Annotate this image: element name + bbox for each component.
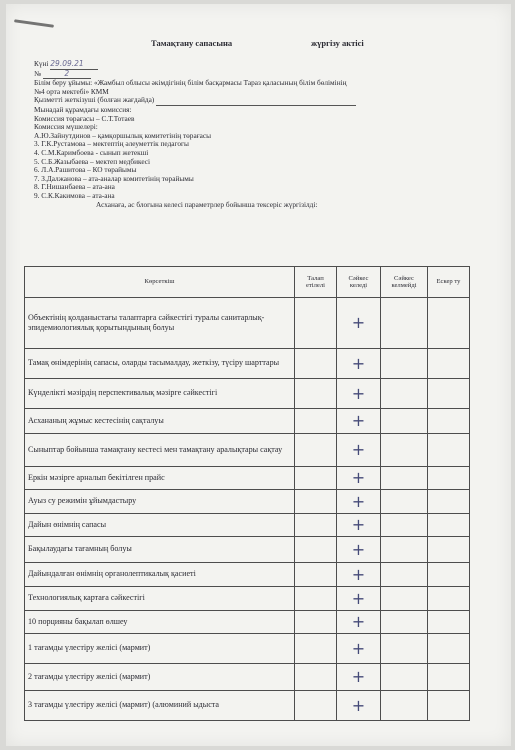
required-cell (295, 611, 337, 634)
criterion-cell: 10 порцияны бақылап өлшеу (25, 611, 295, 634)
provider-blank (156, 96, 356, 106)
noncompliant-cell (381, 467, 428, 490)
table-row (25, 379, 470, 409)
criterion-cell: Бақылаудағы тағамның болуы (25, 537, 295, 563)
org-line-1: Білім беру ұйымы: «Жамбыл облысы әкімдігінің білім басқармасы Тараз қаласының білім бөлімінің (34, 79, 347, 88)
date-line (34, 60, 504, 70)
date-label: Күні (34, 60, 49, 68)
noncompliant-cell (381, 434, 428, 467)
note-cell (428, 490, 470, 514)
provider-label: Қызметті жеткізуші (болған жағдайда) (34, 96, 155, 105)
required-cell (295, 587, 337, 611)
table-row (25, 664, 470, 691)
note-cell (428, 298, 470, 349)
inspection-intro: Асханаға, ас блогына келесі параметрлер бойынша тексеріс жүргізілді: (96, 200, 318, 209)
criterion-cell: Технологиялық картаға сәйкестігі (25, 587, 295, 611)
required-cell (295, 409, 337, 434)
note-cell (428, 664, 470, 691)
note-cell (428, 434, 470, 467)
required-cell (295, 537, 337, 563)
criterion-cell: 1 тағамды үлестіру желісі (мармит) (25, 634, 295, 664)
header-noncompliant: Сәйкес келмейді (381, 267, 428, 298)
criterion-cell: Асхананың жұмыс кестесінің сақталуы (25, 409, 295, 434)
required-cell (295, 514, 337, 537)
table-row (25, 409, 470, 434)
member-5: 5. С.Б.Жазыбаева – мектеп медбикесі (34, 157, 151, 166)
table-row (25, 563, 470, 587)
noncompliant-cell (381, 587, 428, 611)
required-cell (295, 434, 337, 467)
header-note: Ескер ту (428, 267, 470, 298)
compliant-mark: + (337, 537, 381, 563)
required-cell (295, 664, 337, 691)
table-row (25, 691, 470, 721)
member-4: 4. С.М.Каримбоева - сынып жетекші (34, 148, 149, 157)
table-header-row (25, 267, 470, 298)
criterion-cell: Объектінің қолданыстағы талаптарға сәйкестігі туралы санитарлық-эпидемиологиялық қорытындының болуы (25, 298, 295, 349)
table-row (25, 298, 470, 349)
table-row (25, 490, 470, 514)
criterion-cell: Ауыз су режимін ұйымдастыру (25, 490, 295, 514)
criterion-cell: Тамақ өнімдерінің сапасы, оларды тасымалдау, жеткізу, түсіру шарттары (25, 349, 295, 379)
table-row (25, 514, 470, 537)
commission-chair: Комиссия төрағасы – С.Т.Тотаев (34, 114, 135, 123)
note-cell (428, 563, 470, 587)
note-cell (428, 587, 470, 611)
provider-line (34, 96, 504, 106)
header-required: Талап етілелі (295, 267, 337, 298)
note-cell (428, 691, 470, 721)
required-cell (295, 298, 337, 349)
required-cell (295, 634, 337, 664)
compliant-mark: + (337, 587, 381, 611)
member-9: 9. С.К.Какимова – ата-ана (34, 191, 115, 200)
member-7: 7. З.Далжанова – ата-аналар комитетінің төрайымы (34, 174, 194, 183)
noncompliant-cell (381, 409, 428, 434)
number-value: 2 (43, 70, 91, 80)
commission-heading: Мынадай құрамдағы комиссия: (34, 105, 132, 114)
note-cell (428, 349, 470, 379)
noncompliant-cell (381, 664, 428, 691)
document-page (6, 4, 511, 746)
noncompliant-cell (381, 490, 428, 514)
table-row (25, 537, 470, 563)
required-cell (295, 490, 337, 514)
act-info (34, 60, 504, 209)
org-line-2: №4 орта мектебі» КММ (34, 87, 109, 96)
required-cell (295, 691, 337, 721)
members-heading: Комиссия мүшелері: (34, 123, 98, 132)
required-cell (295, 563, 337, 587)
number-label: № (34, 69, 41, 78)
header-criterion: Көрсеткіш (25, 267, 295, 298)
noncompliant-cell (381, 611, 428, 634)
noncompliant-cell (381, 634, 428, 664)
compliant-mark: + (337, 691, 381, 721)
required-cell (295, 467, 337, 490)
noncompliant-cell (381, 379, 428, 409)
note-cell (428, 467, 470, 490)
table-row (25, 349, 470, 379)
compliant-mark: + (337, 467, 381, 490)
criterion-cell: Сыныптар бойынша тамақтану кестесі мен тамақтану аралықтары сақтау (25, 434, 295, 467)
noncompliant-cell (381, 349, 428, 379)
date-value: 29.09.21 (50, 60, 98, 70)
noncompliant-cell (381, 537, 428, 563)
member-3: 3. Г.К.Рустамова – мектептің әлеуметтік педагогы (34, 140, 189, 149)
member-1: А.Ю.Зайнутдинов – қамқоршылық комитетінің төрағасы (34, 131, 212, 140)
noncompliant-cell (381, 298, 428, 349)
table-row (25, 587, 470, 611)
criterion-cell: Дайын өнімнің сапасы (25, 514, 295, 537)
title-left: Тамақтану сапасына (151, 38, 233, 48)
noncompliant-cell (381, 563, 428, 587)
note-cell (428, 537, 470, 563)
compliant-mark: + (337, 349, 381, 379)
member-6: 6. Л.А.Рашитова – КО төрайымы (34, 166, 137, 175)
compliant-mark: + (337, 514, 381, 537)
note-cell (428, 409, 470, 434)
table-row (25, 434, 470, 467)
table-row (25, 634, 470, 664)
criterion-cell: Еркін мәзірге арналып бекітілген прайс (25, 467, 295, 490)
compliant-mark: + (337, 634, 381, 664)
note-cell (428, 379, 470, 409)
compliant-mark: + (337, 298, 381, 349)
table-row (25, 467, 470, 490)
compliant-mark: + (337, 379, 381, 409)
criterion-cell: Күнделікті мәзірдің перспективалық мәзірге сәйкестігі (25, 379, 295, 409)
compliant-mark: + (337, 664, 381, 691)
compliant-mark: + (337, 409, 381, 434)
compliant-mark: + (337, 563, 381, 587)
compliant-mark: + (337, 490, 381, 514)
note-cell (428, 611, 470, 634)
criterion-cell: 2 тағамды үлестіру желісі (мармит) (25, 664, 295, 691)
title-right: жүргізу актісі (311, 38, 364, 48)
noncompliant-cell (381, 514, 428, 537)
required-cell (295, 349, 337, 379)
member-8: 8. Г.Нишанбаева – ата-ана (34, 183, 115, 192)
header-compliant: Сәйкес келеді (337, 267, 381, 298)
required-cell (295, 379, 337, 409)
table-row (25, 611, 470, 634)
compliant-mark: + (337, 434, 381, 467)
number-line (34, 70, 504, 80)
pen-scratch (14, 19, 54, 28)
compliant-mark: + (337, 611, 381, 634)
note-cell (428, 634, 470, 664)
criterion-cell: 3 тағамды үлестіру желісі (мармит) (алюминий ыдыста (25, 691, 295, 721)
noncompliant-cell (381, 691, 428, 721)
note-cell (428, 514, 470, 537)
criterion-cell: Дайындалған өнімнің органолептикалық қасиеті (25, 563, 295, 587)
inspection-table (24, 266, 470, 721)
